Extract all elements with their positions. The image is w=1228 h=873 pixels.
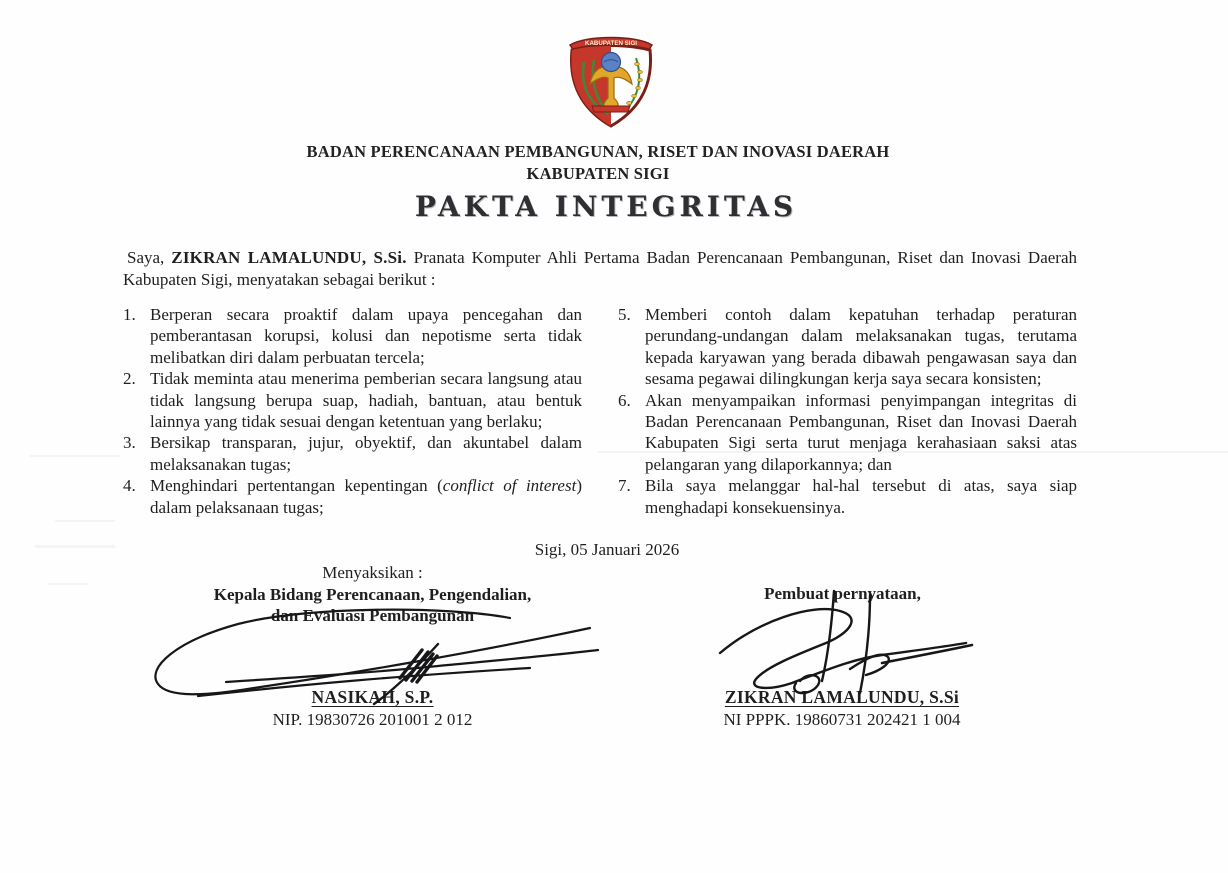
list-item-3: [123, 432, 582, 475]
column-left: [123, 304, 582, 518]
scan-artifact-smudge: [30, 455, 120, 457]
list-item-5: [618, 304, 1077, 390]
document-title: PAKTA INTEGRITAS: [414, 190, 798, 223]
item-number: 4.: [123, 476, 136, 496]
list-item-4: [123, 475, 582, 518]
list-item-7: [618, 475, 1077, 518]
intro-prefix: Saya,: [127, 248, 172, 267]
list-item-1: [123, 304, 582, 368]
statement-columns: [123, 304, 1077, 518]
intro-rest: Pranata Komputer Ahli Pertama Badan Perencanaan Pembangunan, Riset dan Inovasi Daerah Kabupaten Sigi, menyatakan sebagai berikut :: [123, 248, 1078, 289]
list-item-6: [618, 390, 1077, 476]
scan-artifact-smudge: [35, 545, 115, 548]
item-number: 2.: [123, 369, 136, 389]
intro-paragraph: [123, 247, 1077, 291]
item-text-post: ) dalam pelaksanaan tugas;: [150, 476, 582, 517]
item-text: [150, 475, 582, 518]
witness-title-line2: dan Evaluasi Pembangunan: [270, 606, 475, 625]
item-text: Akan menyampaikan informasi penyimpangan integritas di Badan Perencanaan Pembangunan, Riset dan Inovasi Daerah Kabupaten Sigi serta turut menjaga kerahasiaan saksi atas pelangaran yang dilaporkannya; dan: [645, 390, 1077, 474]
item-number: 1.: [123, 305, 136, 324]
witness-name: NASIKAH, S.P.: [311, 687, 434, 707]
witness-title: [150, 584, 595, 626]
signer-label: Pembuat pernyataan,: [764, 584, 921, 603]
intro-name: ZIKRAN LAMALUNDU, S.Si.: [171, 248, 407, 267]
scan-artifact-smudge: [48, 583, 88, 585]
org-header: [0, 141, 1196, 185]
list-item-2: [123, 368, 582, 432]
item-text: Bila saya melanggar hal-hal tersebut di atas, saya siap menghadapi konsekuensinya.: [645, 476, 1077, 517]
item-text-pre: Menghindari pertentangan kepentingan (: [150, 476, 443, 496]
column-right: [618, 304, 1077, 518]
witness-nip: NIP. 19830726 201001 2 012: [272, 710, 473, 729]
item-number: 7.: [618, 476, 631, 496]
item-text: Bersikap transparan, jujur, obyektif, dan akuntabel dalam melaksanakan tugas;: [150, 433, 582, 474]
item-number: 6.: [618, 390, 631, 410]
scan-artifact-smudge: [55, 520, 115, 522]
scan-artifact-line: [598, 451, 1228, 453]
org-line2: KABUPATEN SIGI: [526, 164, 670, 183]
item-text-italic: conflict of interest: [442, 476, 577, 496]
kabupaten-sigi-crest-icon: [556, 32, 666, 130]
item-text: Berperan secara proaktif dalam upaya pencegahan dan pemberantasan korupsi, kolusi dan nepotisme serta tidak melibatkan diri dalam perbuatan tercela;: [150, 305, 582, 367]
org-line1: BADAN PERENCANAAN PEMBANGUNAN, RISET DAN INOVASI DAERAH: [306, 142, 890, 161]
witness-title-line1: Kepala Bidang Perencanaan, Pengendalian,: [213, 585, 532, 604]
witness-label: Menyaksikan :: [322, 563, 423, 582]
item-number: 5.: [618, 305, 631, 324]
signer-name: ZIKRAN LAMALUNDU, S.Si: [724, 687, 960, 707]
crest-svg: [556, 32, 666, 130]
signer-nip: NI PPPK. 19860731 202421 1 004: [723, 710, 961, 729]
item-text: Memberi contoh dalam kepatuhan terhadap peraturan perundang-undangan dalam melaksanakan tugas, terutama kepada karyawan yang berada dibawah pengawasan saya dan sesama pegawai dilingkungan kerja saya secara konsisten;: [645, 305, 1077, 389]
item-number: 3.: [123, 433, 136, 453]
date-line: Sigi, 05 Januari 2026: [534, 540, 680, 559]
item-text: Tidak meminta atau menerima pemberian secara langsung atau tidak langsung berupa suap, hadiah, bantuan, atau bentuk lainnya yang tidak sesuai dengan ketentuan yang berlaku;: [150, 369, 582, 432]
crest-banner-text: KABUPATEN SIGI: [584, 40, 638, 47]
